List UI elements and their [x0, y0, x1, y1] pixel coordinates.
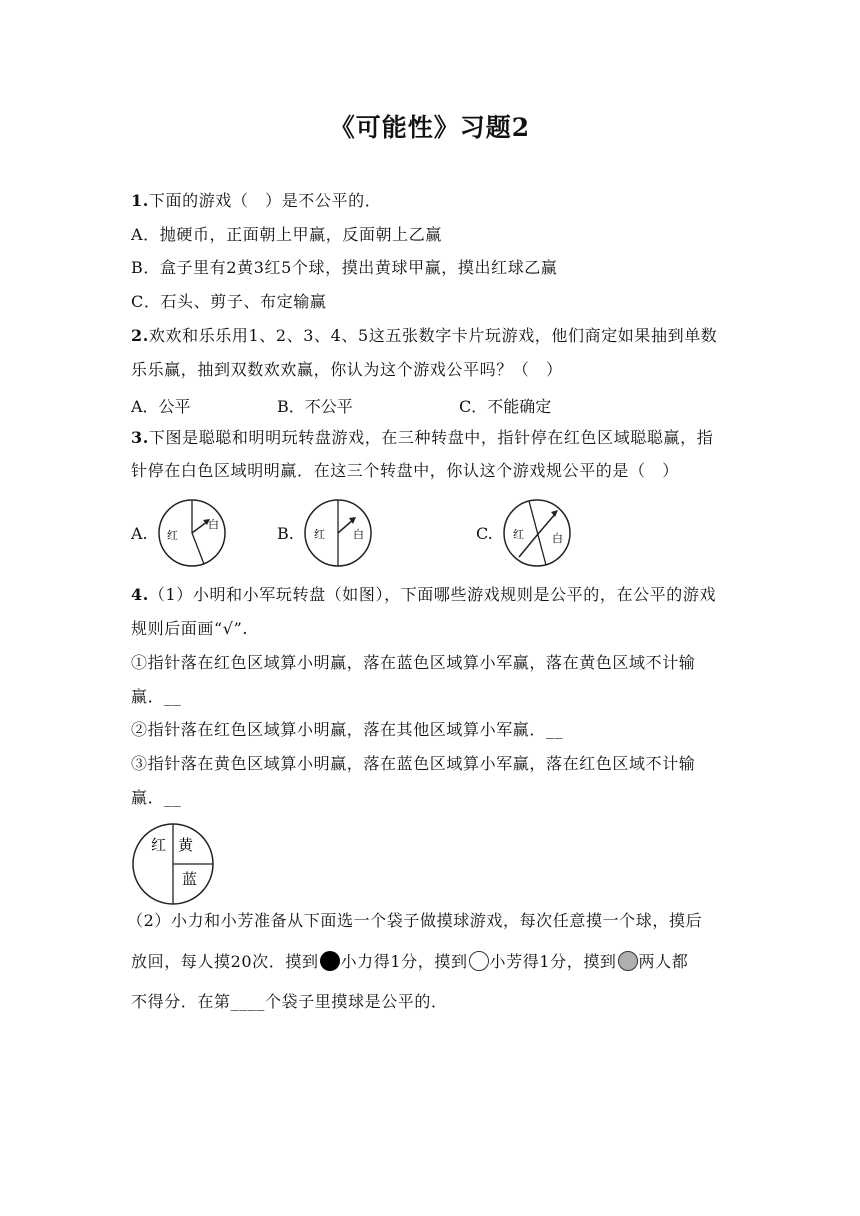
q3-option-c-label: C.	[476, 524, 493, 543]
q1-stem	[131, 191, 731, 211]
q4-part2-text-d: 两人都	[638, 952, 689, 971]
q2-number: 2.	[131, 326, 149, 345]
spinner-b-white-label: 白	[353, 528, 364, 541]
q3-stem-line1	[131, 428, 731, 448]
q3-option-b-label: B.	[277, 524, 294, 543]
q4-part2-text-a: 放回，每人摸20次．摸到	[131, 952, 319, 971]
spinner-b-red-label: 红	[314, 528, 325, 541]
q4-spinner-yellow-label: 黄	[178, 836, 194, 854]
q4-spinner-red-label: 红	[151, 836, 167, 854]
q2-option-a: A．公平	[131, 397, 191, 416]
page-title: 《可能性》习题2	[329, 113, 531, 142]
q1-number: 1.	[131, 191, 149, 210]
q3-spinner-c	[501, 497, 573, 569]
q2-stem-line1	[131, 326, 731, 346]
q4-spinner	[131, 822, 215, 906]
q4-rule3-line2: 赢．__	[131, 788, 182, 807]
q2-stem-line2: 乐乐赢，抽到双数欢欢赢，你认为这个游戏公平吗？（ ）	[131, 360, 563, 379]
spinner-c-red-label: 红	[513, 528, 524, 541]
q4-part1-line1	[131, 585, 731, 605]
q1-stem-text: 下面的游戏（ ）是不公平的．	[148, 191, 382, 210]
q3-spinner-b	[302, 497, 374, 569]
q3-number: 3.	[131, 428, 149, 447]
q4-part2-line2	[131, 951, 731, 972]
q4-part2-text-b: 小力得1分，摸到	[340, 952, 468, 971]
q4-number: 4.	[131, 585, 149, 604]
black-ball-icon	[320, 951, 340, 971]
spinner-a-red-label: 红	[167, 529, 178, 542]
q3-spinner-a	[156, 497, 228, 569]
q4-rule2: ②指针落在红色区域算小明赢，落在其他区域算小军赢．__	[131, 720, 564, 739]
q3-stem-text-1: 下图是聪聪和明明玩转盘游戏，在三种转盘中，指针停在红色区域聪聪赢，指	[148, 428, 714, 447]
q3-option-a-label: A.	[131, 524, 148, 543]
white-ball-icon	[469, 951, 489, 971]
q4-part1-text-1: （1）小明和小军玩转盘（如图），下面哪些游戏规则是公平的，在公平的游戏	[148, 585, 717, 604]
q4-part2-line1: （2）小力和小芳准备从下面选一个袋子做摸球游戏，每次任意摸一个球，摸后	[127, 911, 703, 930]
q1-option-c: C．石头、剪子、布定输赢	[131, 292, 327, 311]
q1-option-b: B．盒子里有2黄3红5个球，摸出黄球甲赢，摸出红球乙赢	[131, 258, 558, 277]
q4-rule3-line1: ③指针落在黄色区域算小明赢，落在蓝色区域算小军赢，落在红色区域不计输	[131, 754, 696, 773]
q1-option-a: A．抛硬币，正面朝上甲赢，反面朝上乙赢	[131, 225, 442, 244]
q2-stem-text-1: 欢欢和乐乐用1、2、3、4、5这五张数字卡片玩游戏，他们商定如果抽到单数	[148, 326, 718, 345]
q4-spinner-blue-label: 蓝	[182, 870, 198, 888]
q4-rule1-line2: 赢．__	[131, 687, 182, 706]
q2-option-c: C．不能确定	[459, 397, 552, 416]
q4-part1-line2: 规则后面画“√”.	[131, 619, 249, 638]
q4-part2-line3: 不得分．在第____个袋子里摸球是公平的．	[131, 992, 448, 1011]
spinner-c-white-label: 白	[552, 532, 563, 545]
q4-rule1-line1: ①指针落在红色区域算小明赢，落在蓝色区域算小军赢，落在黄色区域不计输	[131, 653, 696, 672]
gray-ball-icon	[618, 951, 638, 971]
q4-part2-text-c: 小芳得1分，摸到	[489, 952, 617, 971]
q2-option-b: B．不公平	[277, 397, 353, 416]
q3-stem-line2: 针停在白色区域明明赢．在这三个转盘中，你认这个游戏规公平的是（ ）	[131, 461, 679, 480]
spinner-a-white-label: 白	[208, 518, 219, 531]
